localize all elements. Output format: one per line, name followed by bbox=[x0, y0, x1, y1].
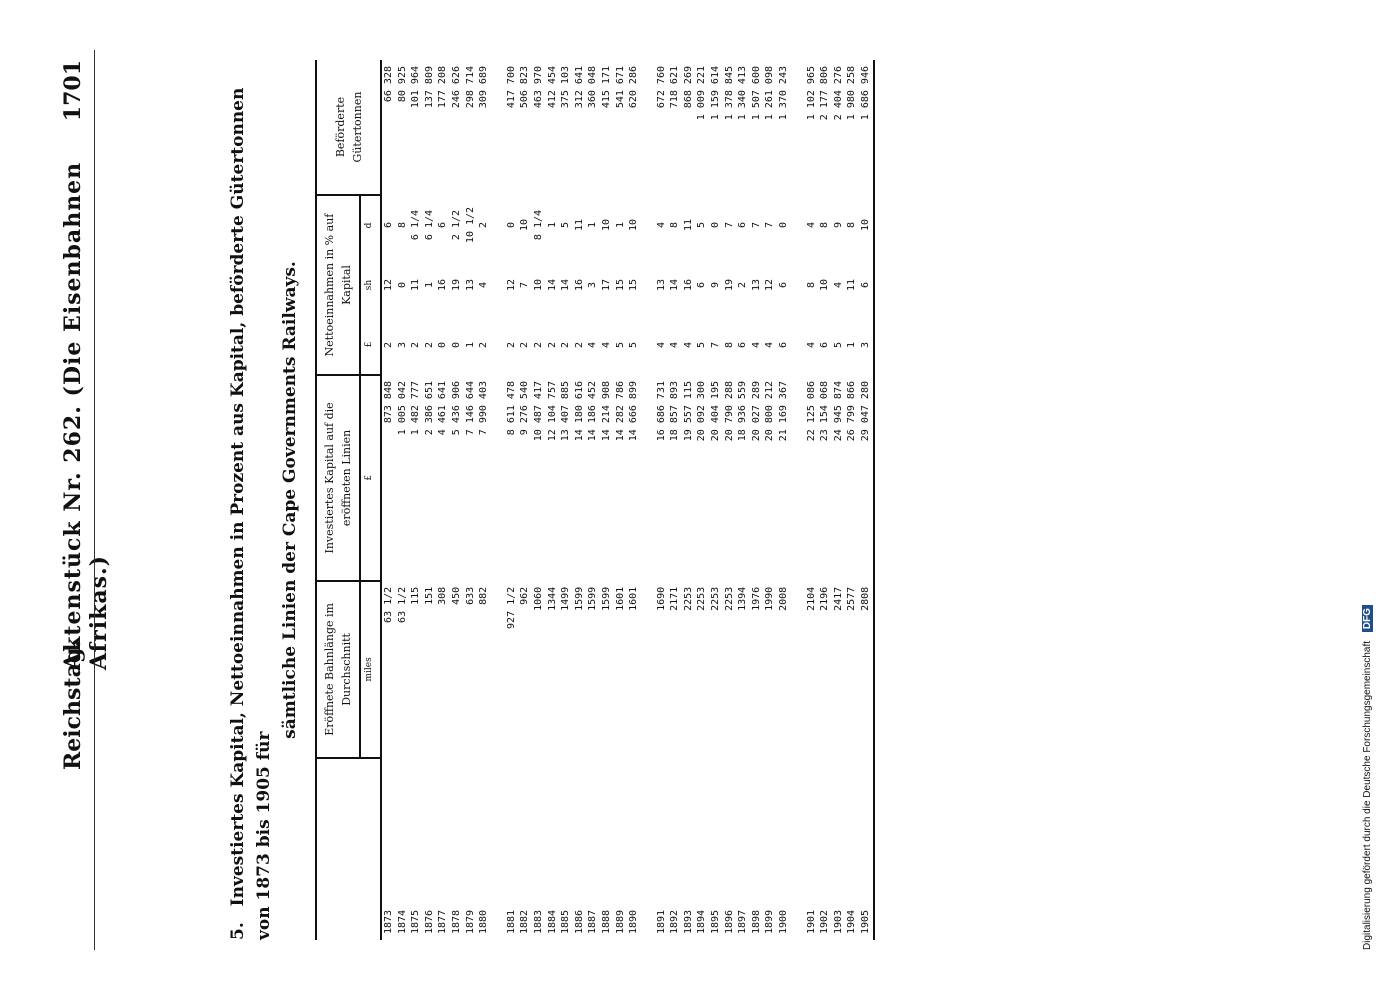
net-shilling-cell: 16 bbox=[437, 278, 449, 292]
spacer-cell bbox=[791, 60, 805, 940]
table-row bbox=[777, 60, 791, 940]
year-cell: 1901 bbox=[805, 909, 817, 934]
miles-cell: 2104 bbox=[805, 586, 817, 611]
capital-cell: 29 047 280 bbox=[859, 375, 874, 581]
net-pence-cell: 7 bbox=[750, 221, 762, 229]
table-header-row bbox=[316, 60, 360, 940]
table-row bbox=[832, 60, 846, 940]
miles-cell: 450 bbox=[450, 586, 462, 605]
table-row bbox=[750, 60, 764, 940]
miles-cell: 1976 bbox=[750, 586, 762, 611]
capital-cell: 7 146 644 bbox=[464, 381, 476, 436]
year-cell: 1886 bbox=[573, 909, 585, 934]
table-row bbox=[396, 60, 410, 940]
tons-cell: 246 626 bbox=[450, 66, 462, 109]
table-body bbox=[381, 60, 874, 940]
year-cell: 1893 bbox=[682, 909, 694, 934]
net-pence-cell: 2 1/2 bbox=[450, 209, 462, 241]
net-shilling-cell: 6 bbox=[696, 281, 708, 289]
table-row bbox=[559, 60, 573, 940]
net-pence-cell: 2 bbox=[478, 221, 490, 229]
capital-cell: 20 800 212 bbox=[764, 381, 776, 442]
tons-cell: 1 102 965 bbox=[805, 66, 817, 121]
dfg-logo: DFG bbox=[1362, 605, 1373, 632]
net-shilling-cell: 0 bbox=[396, 281, 408, 289]
table-row bbox=[546, 60, 560, 940]
net-pence-cell: 10 bbox=[600, 218, 612, 232]
net-unit-shilling: sh bbox=[364, 279, 374, 291]
net-pence-cell: 6 1/4 bbox=[423, 209, 435, 241]
capital-cell: 20 404 195 bbox=[710, 381, 722, 442]
capital-cell: 1 482 777 bbox=[410, 381, 422, 436]
year-cell: 1875 bbox=[410, 909, 422, 934]
year-column-header bbox=[316, 758, 381, 940]
net-pound-cell: 4 bbox=[587, 341, 599, 349]
railway-statistics-table bbox=[315, 60, 875, 940]
net-pound-cell: 4 bbox=[750, 341, 762, 349]
table-row bbox=[532, 60, 546, 940]
year-cell: 1899 bbox=[764, 909, 776, 934]
year-cell: 1884 bbox=[546, 909, 558, 934]
table-row bbox=[573, 60, 587, 940]
capital-cell: 18 936 559 bbox=[737, 381, 749, 442]
tons-cell: 1 340 413 bbox=[737, 66, 749, 121]
net-pence-cell: 7 bbox=[764, 221, 776, 229]
table-row bbox=[450, 60, 464, 940]
net-pence-cell: 10 bbox=[628, 218, 640, 232]
net-shilling-cell: 12 bbox=[764, 278, 776, 292]
capital-cell: 873 848 bbox=[383, 381, 394, 424]
net-pound-cell: 8 bbox=[723, 341, 735, 349]
capital-cell: 13 407 885 bbox=[560, 381, 572, 442]
miles-cell: 2196 bbox=[819, 586, 831, 611]
tons-cell: 506 823 bbox=[519, 66, 531, 109]
miles-cell: 1060 bbox=[532, 586, 544, 611]
net-pence-cell: 6 bbox=[383, 221, 394, 229]
net-pence-cell: 0 bbox=[778, 221, 790, 229]
tons-cell: 672 760 bbox=[655, 66, 667, 109]
net-pence-cell: 10 bbox=[519, 218, 531, 232]
net-pound-cell: 4 bbox=[600, 341, 612, 349]
net-pound-cell: 4 bbox=[764, 341, 776, 349]
table-row bbox=[845, 60, 859, 940]
capital-cell: 12 104 757 bbox=[546, 381, 558, 442]
table-row bbox=[668, 60, 682, 940]
table-row bbox=[859, 60, 874, 940]
title-number: 5. bbox=[228, 922, 248, 940]
net-pound-cell: 5 bbox=[696, 341, 708, 349]
net-shilling-cell: 16 bbox=[573, 278, 585, 292]
tons-cell: 101 964 bbox=[410, 66, 422, 109]
net-pound-cell: 2 bbox=[573, 341, 585, 349]
miles-cell: 882 bbox=[478, 586, 490, 605]
capital-cell: 14 214 908 bbox=[600, 381, 612, 442]
year-cell: 1892 bbox=[669, 909, 681, 934]
table-row bbox=[518, 60, 532, 940]
net-pence-cell: 10 bbox=[859, 195, 874, 255]
table-row bbox=[682, 60, 696, 940]
net-pence-cell: 7 bbox=[723, 221, 735, 229]
net-shilling-cell: 14 bbox=[669, 278, 681, 292]
miles-cell: 308 bbox=[437, 586, 449, 605]
net-shilling-cell: 13 bbox=[750, 278, 762, 292]
capital-cell: 7 990 403 bbox=[478, 381, 490, 436]
header-left: Reichstag. bbox=[60, 640, 86, 770]
capital-cell: 21 169 367 bbox=[778, 381, 790, 442]
net-shilling-cell: 12 bbox=[505, 278, 517, 292]
net-pence-cell: 5 bbox=[696, 221, 708, 229]
year-cell: 1897 bbox=[737, 909, 749, 934]
year-cell: 1890 bbox=[628, 909, 640, 934]
capital-cell: 20 790 288 bbox=[723, 381, 735, 442]
capital-cell: 20 092 300 bbox=[696, 381, 708, 442]
spacer-cell bbox=[491, 60, 505, 940]
net-pound-cell: 7 bbox=[710, 341, 722, 349]
net-unit-pence: d bbox=[364, 222, 374, 229]
group-spacer bbox=[641, 60, 655, 940]
net-pence-cell: 11 bbox=[573, 218, 585, 232]
tons-cell: 298 714 bbox=[464, 66, 476, 109]
tons-cell: 2 177 806 bbox=[819, 66, 831, 121]
net-pound-cell: 5 bbox=[832, 341, 844, 349]
net-shilling-cell: 19 bbox=[723, 278, 735, 292]
net-pound-cell: 2 bbox=[478, 341, 490, 349]
year-cell: 1885 bbox=[560, 909, 572, 934]
capital-cell: 23 154 068 bbox=[819, 381, 831, 442]
net-shilling-cell: 15 bbox=[628, 278, 640, 292]
tons-cell: 718 621 bbox=[669, 66, 681, 109]
miles-cell: 1599 bbox=[573, 586, 585, 611]
net-pence-cell: 1 bbox=[614, 221, 626, 229]
miles-cell: 115 bbox=[410, 586, 422, 605]
miles-cell: 1599 bbox=[600, 586, 612, 611]
net-shilling-cell: 6 bbox=[859, 255, 874, 315]
net-pound-cell: 2 bbox=[560, 341, 572, 349]
tons-cell: 868 269 bbox=[682, 66, 694, 109]
year-cell: 1891 bbox=[655, 909, 667, 934]
net-pound-cell: 4 bbox=[669, 341, 681, 349]
miles-cell: 633 bbox=[464, 586, 476, 605]
miles-cell: 1601 bbox=[628, 586, 640, 611]
miles-cell: 63 1/2 bbox=[383, 586, 394, 623]
miles-cell: 1601 bbox=[614, 586, 626, 611]
header-rule bbox=[94, 50, 95, 950]
table-title bbox=[225, 60, 303, 940]
table-row bbox=[464, 60, 478, 940]
capital-column-header: Investiertes Kapital auf die eröffneten Linien bbox=[316, 375, 360, 581]
net-pence-cell: 4 bbox=[655, 221, 667, 229]
miles-cell: 962 bbox=[519, 586, 531, 605]
year-cell: 1880 bbox=[478, 909, 490, 934]
tons-cell: 1 370 243 bbox=[778, 66, 790, 121]
net-shilling-cell: 8 bbox=[805, 281, 817, 289]
miles-cell: 2253 bbox=[696, 586, 708, 611]
net-pound-cell: 6 bbox=[778, 341, 790, 349]
tons-cell: 1 159 614 bbox=[710, 66, 722, 121]
tons-cell: 1 261 098 bbox=[764, 66, 776, 121]
table-row bbox=[586, 60, 600, 940]
capital-cell: 2 386 651 bbox=[423, 381, 435, 436]
net-shilling-cell: 16 bbox=[682, 278, 694, 292]
net-pence-cell: 8 bbox=[819, 221, 831, 229]
net-pound-cell: 6 bbox=[737, 341, 749, 349]
capital-unit: £ bbox=[360, 375, 381, 581]
tons-cell: 541 671 bbox=[614, 66, 626, 109]
net-pound-cell: 2 bbox=[505, 341, 517, 349]
capital-cell: 14 180 616 bbox=[573, 381, 585, 442]
table-row bbox=[695, 60, 709, 940]
table-row bbox=[436, 60, 450, 940]
net-pence-cell: 6 1/4 bbox=[410, 209, 422, 241]
miles-cell: 2253 bbox=[710, 586, 722, 611]
year-cell: 1874 bbox=[396, 909, 408, 934]
miles-cell: 63 1/2 bbox=[396, 586, 408, 623]
table-row bbox=[381, 60, 396, 940]
miles-cell: 2171 bbox=[669, 586, 681, 611]
table-row bbox=[655, 60, 669, 940]
capital-cell: 22 125 086 bbox=[805, 381, 817, 442]
tons-cell: 1 378 845 bbox=[723, 66, 735, 121]
net-shilling-cell: 9 bbox=[710, 281, 722, 289]
net-pence-cell: 6 bbox=[737, 221, 749, 229]
capital-cell: 18 857 893 bbox=[669, 381, 681, 442]
net-pence-cell: 5 bbox=[560, 221, 572, 229]
miles-cell: 2008 bbox=[778, 586, 790, 611]
net-pound-cell: 5 bbox=[628, 341, 640, 349]
capital-cell: 10 487 417 bbox=[532, 381, 544, 442]
tons-cell: 620 286 bbox=[628, 66, 640, 109]
capital-cell: 14 666 899 bbox=[628, 381, 640, 442]
tons-cell: 417 700 bbox=[505, 66, 517, 109]
table-row bbox=[600, 60, 614, 940]
net-shilling-cell: 15 bbox=[614, 278, 626, 292]
capital-cell: 16 686 731 bbox=[655, 381, 667, 442]
year-cell: 1876 bbox=[423, 909, 435, 934]
capital-cell: 4 461 641 bbox=[437, 381, 449, 436]
net-shilling-cell: 13 bbox=[464, 278, 476, 292]
year-cell: 1896 bbox=[723, 909, 735, 934]
group-spacer bbox=[491, 60, 505, 940]
capital-cell: 5 436 906 bbox=[450, 381, 462, 436]
net-pound-cell: 2 bbox=[423, 341, 435, 349]
title-line-2: sämtliche Linien der Cape Governments Railways. bbox=[280, 261, 300, 739]
tons-cell: 1 686 946 bbox=[859, 60, 874, 195]
net-pence-cell: 10 1/2 bbox=[464, 206, 476, 244]
tons-cell: 412 454 bbox=[546, 66, 558, 109]
net-pound-cell: 0 bbox=[437, 341, 449, 349]
table-row bbox=[709, 60, 723, 940]
net-shilling-cell: 10 bbox=[532, 278, 544, 292]
net-shilling-cell: 1 bbox=[423, 281, 435, 289]
miles-cell: 2253 bbox=[682, 586, 694, 611]
tons-cell: 66 328 bbox=[383, 66, 394, 103]
table-row bbox=[614, 60, 628, 940]
net-pound-cell: 2 bbox=[532, 341, 544, 349]
miles-cell: 927 1/2 bbox=[505, 586, 517, 629]
net-shilling-cell: 19 bbox=[450, 278, 462, 292]
year-cell: 1898 bbox=[750, 909, 762, 934]
year-cell: 1887 bbox=[587, 909, 599, 934]
net-pound-cell: 1 bbox=[464, 341, 476, 349]
year-cell: 1881 bbox=[505, 909, 517, 934]
tons-cell: 1 507 600 bbox=[750, 66, 762, 121]
net-pence-cell: 4 bbox=[805, 221, 817, 229]
capital-cell: 14 186 452 bbox=[587, 381, 599, 442]
capital-cell: 24 945 874 bbox=[832, 381, 844, 442]
spacer-cell bbox=[641, 60, 655, 940]
year-cell: 1888 bbox=[600, 909, 612, 934]
table-row bbox=[818, 60, 832, 940]
net-pound-cell: 2 bbox=[546, 341, 558, 349]
miles-cell: 2577 bbox=[846, 586, 858, 611]
table-row bbox=[505, 60, 519, 940]
net-pound-cell: 6 bbox=[819, 341, 831, 349]
year-cell: 1894 bbox=[696, 909, 708, 934]
net-pound-cell: 2 bbox=[383, 341, 394, 349]
net-pound-cell: 2 bbox=[519, 341, 531, 349]
net-pound-cell: 3 bbox=[859, 315, 874, 375]
tons-cell: 463 970 bbox=[532, 66, 544, 109]
net-pence-cell: 11 bbox=[682, 218, 694, 232]
table-row bbox=[736, 60, 750, 940]
table-row bbox=[723, 60, 737, 940]
miles-cell: 1394 bbox=[737, 586, 749, 611]
table-row bbox=[409, 60, 423, 940]
net-pence-cell: 8 1/4 bbox=[532, 209, 544, 241]
tons-cell: 137 809 bbox=[423, 66, 435, 109]
table-row bbox=[477, 60, 491, 940]
net-pound-cell: 3 bbox=[396, 341, 408, 349]
net-pence-cell: 1 bbox=[587, 221, 599, 229]
net-shilling-cell: 17 bbox=[600, 278, 612, 292]
miles-cell: 1599 bbox=[587, 586, 599, 611]
capital-cell: 8 611 478 bbox=[505, 381, 517, 436]
net-pound-cell: 0 bbox=[450, 341, 462, 349]
miles-cell: 2808 bbox=[859, 581, 874, 758]
net-shilling-cell: 14 bbox=[546, 278, 558, 292]
miles-column-header: Eröffnete Bahnlänge im Durchschnitt bbox=[316, 581, 360, 758]
net-pence-cell: 0 bbox=[710, 221, 722, 229]
net-pence-cell: 9 bbox=[832, 221, 844, 229]
tons-cell: 80 925 bbox=[396, 66, 408, 103]
miles-cell: 1499 bbox=[560, 586, 572, 611]
net-pence-cell: 8 bbox=[846, 221, 858, 229]
net-pence-cell: 6 bbox=[437, 221, 449, 229]
tons-cell: 415 171 bbox=[600, 66, 612, 109]
capital-cell: 9 276 540 bbox=[519, 381, 531, 436]
net-unit-pound: £ bbox=[360, 315, 381, 375]
net-shilling-cell: 7 bbox=[519, 281, 531, 289]
net-pound-cell: 4 bbox=[655, 341, 667, 349]
net-shilling-cell: 2 bbox=[737, 281, 749, 289]
miles-cell: 1690 bbox=[655, 586, 667, 611]
capital-cell: 26 799 866 bbox=[846, 381, 858, 442]
tons-cell: 177 208 bbox=[437, 66, 449, 109]
year-cell: 1889 bbox=[614, 909, 626, 934]
table-row bbox=[805, 60, 819, 940]
net-pence-cell: 0 bbox=[505, 221, 517, 229]
tons-cell: 375 103 bbox=[560, 66, 572, 109]
net-pound-cell: 1 bbox=[846, 341, 858, 349]
tons-cell: 1 980 258 bbox=[846, 66, 858, 121]
net-pound-cell: 5 bbox=[614, 341, 626, 349]
net-shilling-cell: 3 bbox=[587, 281, 599, 289]
year-cell: 1877 bbox=[437, 909, 449, 934]
net-shilling-cell: 14 bbox=[560, 278, 572, 292]
year-cell: 1882 bbox=[519, 909, 531, 934]
miles-cell: 2253 bbox=[723, 586, 735, 611]
tons-cell: 1 009 221 bbox=[696, 66, 708, 121]
rotated-page-content bbox=[20, 20, 1020, 980]
net-pence-cell: 8 bbox=[396, 221, 408, 229]
year-cell: 1905 bbox=[859, 758, 874, 940]
year-cell: 1879 bbox=[464, 909, 476, 934]
year-cell: 1895 bbox=[710, 909, 722, 934]
capital-cell: 14 282 786 bbox=[614, 381, 626, 442]
header-center: Aktenstück Nr. 262. (Die Eisenbahnen Afrikas.) bbox=[60, 161, 112, 670]
miles-cell: 151 bbox=[423, 586, 435, 605]
miles-cell: 1344 bbox=[546, 586, 558, 611]
net-shilling-cell: 12 bbox=[383, 278, 394, 292]
net-shilling-cell: 6 bbox=[778, 281, 790, 289]
net-pound-cell: 2 bbox=[410, 341, 422, 349]
net-pound-cell: 4 bbox=[805, 341, 817, 349]
page-number: 1701 bbox=[60, 60, 86, 122]
table-row bbox=[763, 60, 777, 940]
tons-column-header: Beförderte Gütertonnen bbox=[316, 60, 381, 195]
tons-cell: 312 641 bbox=[573, 66, 585, 109]
table-row bbox=[627, 60, 641, 940]
tons-cell: 309 689 bbox=[478, 66, 490, 109]
net-pound-cell: 4 bbox=[682, 341, 694, 349]
year-cell: 1883 bbox=[532, 909, 544, 934]
year-cell: 1904 bbox=[846, 909, 858, 934]
tons-cell: 2 404 276 bbox=[832, 66, 844, 121]
net-shilling-cell: 13 bbox=[655, 278, 667, 292]
capital-cell: 19 557 115 bbox=[682, 381, 694, 442]
net-shilling-cell: 4 bbox=[478, 281, 490, 289]
net-column-header: Nettoeinnahmen in % auf Kapital bbox=[316, 195, 360, 375]
net-shilling-cell: 11 bbox=[846, 278, 858, 292]
digitization-text: Digitalisierung gefördert durch die Deutsche Forschungsgemeinschaft bbox=[1362, 640, 1373, 950]
year-cell: 1900 bbox=[778, 909, 790, 934]
net-shilling-cell: 10 bbox=[819, 278, 831, 292]
group-spacer bbox=[791, 60, 805, 940]
year-cell: 1873 bbox=[383, 909, 394, 934]
miles-unit: miles bbox=[360, 581, 381, 758]
net-pence-cell: 8 bbox=[669, 221, 681, 229]
year-cell: 1878 bbox=[450, 909, 462, 934]
year-cell: 1902 bbox=[819, 909, 831, 934]
year-cell: 1903 bbox=[832, 909, 844, 934]
net-shilling-cell: 11 bbox=[410, 278, 422, 292]
digitization-note bbox=[1362, 50, 1378, 950]
miles-cell: 1990 bbox=[764, 586, 776, 611]
capital-cell: 20 027 289 bbox=[750, 381, 762, 442]
net-shilling-cell: 4 bbox=[832, 281, 844, 289]
miles-cell: 2417 bbox=[832, 586, 844, 611]
net-pence-cell: 1 bbox=[546, 221, 558, 229]
tons-cell: 360 048 bbox=[587, 66, 599, 109]
capital-cell: 1 005 042 bbox=[396, 381, 408, 436]
table-row bbox=[423, 60, 437, 940]
title-line-1: Investiertes Kapital, Nettoeinnahmen in Prozent aus Kapital, beförderte Gütertonnen von 1873 bis 1905 für bbox=[228, 87, 274, 940]
